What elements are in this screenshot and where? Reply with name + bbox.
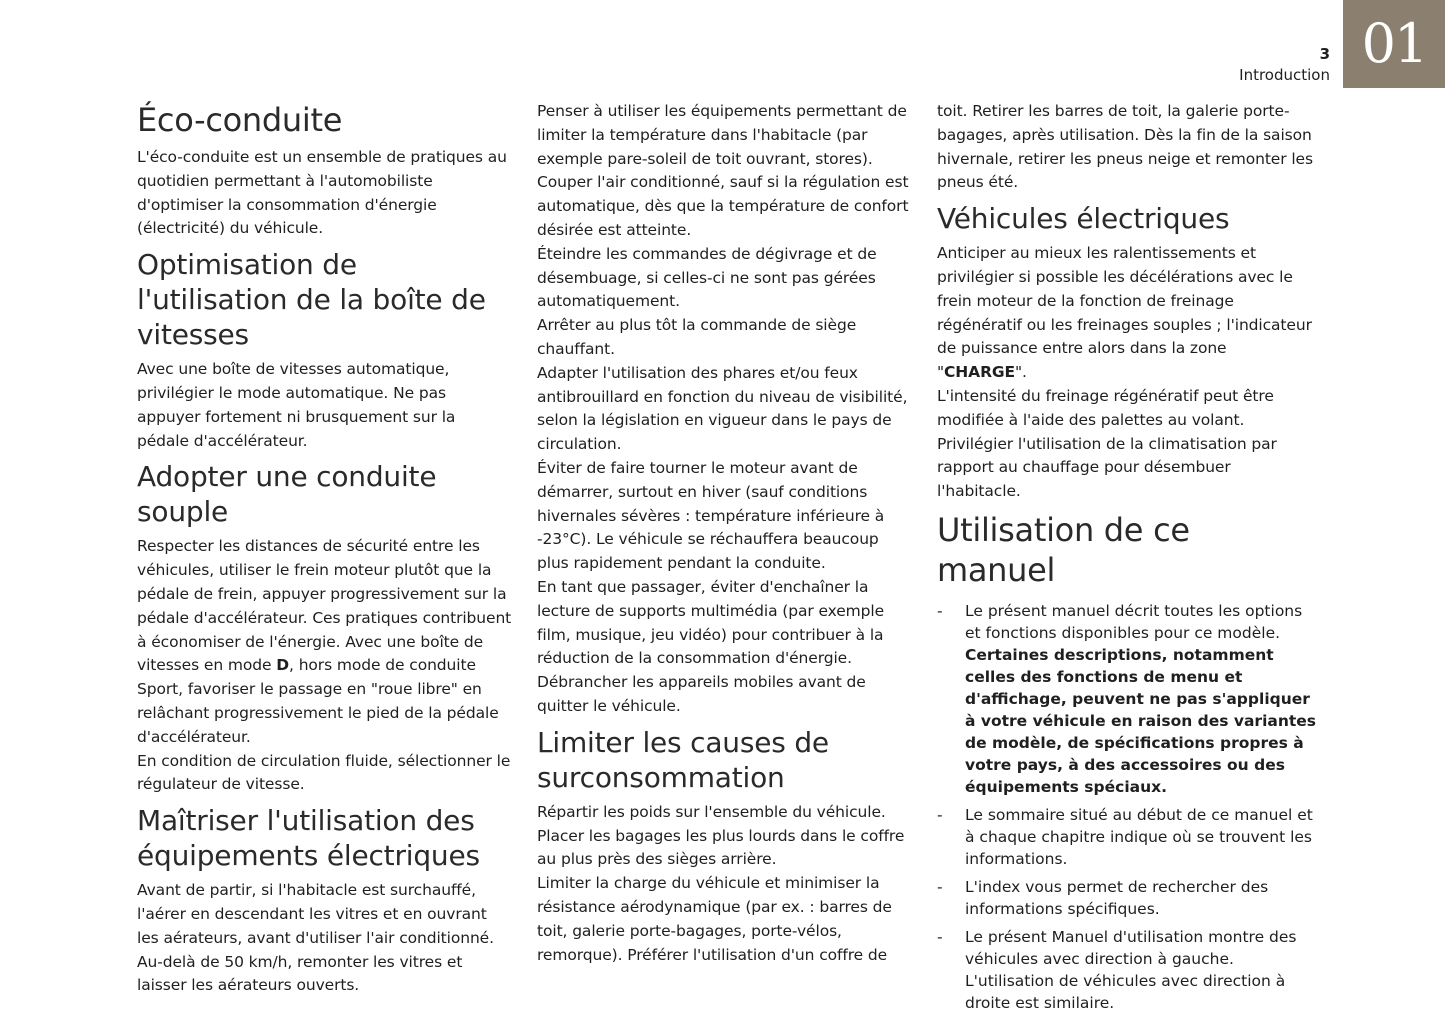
- paragraph: Éteindre les commandes de dégivrage et de désembuage, si celles-ci ne sont pas gérées automatiquement.: [537, 244, 877, 311]
- manual-usage-list: [937, 600, 1317, 1014]
- paragraph: Placer les bagages les plus lourds dans le coffre au plus près des sièges arrière.: [537, 826, 905, 869]
- gearbox-title: Optimisation de l'utilisation de la boîte de vitesses: [137, 248, 486, 352]
- paragraph: L'intensité du freinage régénératif peut être modifiée à l'aide des palettes au volant.: [937, 386, 1274, 429]
- paragraph: Débrancher les appareils mobiles avant de quitter le véhicule.: [537, 673, 866, 715]
- list-item-text: L'index vous permet de rechercher des informations spécifiques.: [965, 877, 1269, 918]
- list-item-text: Le présent manuel décrit toutes les options et fonctions disponibles pour ce modèle.: [965, 601, 1303, 642]
- paragraph: Adapter l'utilisation des phares et/ou feux antibrouillard en fonction du niveau de visibilité, selon la législation en vigueur dans le pays de circulation.: [537, 363, 908, 454]
- paragraph: Privilégier l'utilisation de la climatisation par rapport au chauffage pour désembuer l'habitacle.: [937, 434, 1277, 501]
- list-item-text: Le présent Manuel d'utilisation montre des véhicules avec direction à gauche. L'utilisation de véhicules avec direction à droite est similaire.: [965, 927, 1297, 1012]
- paragraph: Répartir les poids sur l'ensemble du véhicule.: [537, 802, 886, 821]
- column-right: [937, 100, 1317, 1020]
- charge-label: CHARGE: [944, 363, 1016, 382]
- paragraph: toit. Retirer les barres de toit, la galerie porte-bagages, après utilisation. Dès la fin de la saison hivernale, retirer les pneus neige et remonter les pneus été.: [937, 102, 1313, 192]
- paragraph: [937, 242, 1317, 385]
- cruise-control-paragraph: En condition de circulation fluide, sélectionner le régulateur de vitesse.: [137, 751, 511, 794]
- smooth-text-b: , hors mode de conduite Sport, favoriser le passage en "roue libre" en relâchant progressivement le pied de la pédale d'accélérateur.: [137, 656, 499, 746]
- bullet-dash: -: [937, 805, 943, 824]
- list-item: [937, 876, 1317, 920]
- bullet-dash: -: [937, 601, 943, 620]
- list-item-text: Le sommaire situé au début de ce manuel et à chaque chapitre indique où se trouvent les informations.: [965, 805, 1313, 868]
- list-item-bold-text: Certaines descriptions, notamment celles des fonctions de menu et d'affichage, peuvent ne pas s'appliquer à votre véhicule en raison des variantes de modèle, de spécifications propres à votre pays, à des accessoires ou des équipements spéciaux.: [965, 645, 1317, 796]
- list-item: [937, 804, 1317, 870]
- list-item: [937, 926, 1317, 1014]
- section-label: Introduction: [1239, 66, 1330, 84]
- paragraph: Limiter la charge du véhicule et minimiser la résistance aérodynamique (par ex. : barres de toit, galerie porte-bagages, porte-vélos, remorque). Préférer l'utilisation d'un coffre de: [537, 874, 892, 964]
- eco-title: Éco-conduite: [137, 101, 343, 139]
- electric-vehicles-title: Véhicules électriques: [937, 202, 1230, 236]
- ev-text-b: ".: [1015, 363, 1027, 382]
- paragraph: En tant que passager, éviter d'enchaîner la lecture de supports multimédia (par exemple film, musique, jeu vidéo) pour contribuer à la réduction de la consommation d'énergie.: [537, 577, 885, 668]
- paragraph: Couper l'air conditionné, sauf si la régulation est automatique, dès que la température de confort désirée est atteinte.: [537, 173, 909, 239]
- gearbox-paragraph: Avec une boîte de vitesses automatique, privilégier le mode automatique. Ne pas appuyer fortement ni brusquement sur la pédale d'accélérateur.: [137, 360, 456, 450]
- column-left: [137, 100, 512, 998]
- bullet-dash: -: [937, 927, 943, 946]
- list-item: [937, 600, 1317, 798]
- smooth-text-a: Respecter les distances de sécurité entre les véhicules, utiliser le frein moteur plutôt que la pédale de frein, appuyer progressivement sur la pédale d'accélérateur. Ces pratiques contribuent à économiser de l'énergie. Avec une boîte de vitesses en mode: [137, 537, 512, 675]
- manual-usage-title: Utilisation de ce manuel: [937, 510, 1190, 589]
- page-number: 3: [1319, 45, 1330, 63]
- column-middle: [537, 100, 912, 967]
- paragraph: Éviter de faire tourner le moteur avant de démarrer, surtout en hiver (sauf conditions hivernales sévères : température inférieure à -23°C). Le véhicule se réchauffera beaucoup plus rapidement pendant la conduite.: [537, 458, 885, 573]
- chapter-tab: 01: [1343, 0, 1445, 88]
- bullet-dash: -: [937, 877, 943, 896]
- smooth-driving-paragraph: [137, 535, 512, 749]
- electrical-equipment-paragraph: Avant de partir, si l'habitacle est surchauffé, l'aérer en descendant les vitres et en ouvrant les aérateurs, avant d'utiliser l'air conditionné. Au-delà de 50 km/h, remonter les vitres et laisser les aérateurs ouverts.: [137, 881, 494, 995]
- mode-d-label: D: [276, 656, 290, 675]
- eco-paragraph: L'éco-conduite est un ensemble de pratiques au quotidien permettant à l'automobiliste d'optimiser la consommation d'énergie (électricité) du véhicule.: [137, 148, 507, 238]
- paragraph: Arrêter au plus tôt la commande de siège chauffant.: [537, 316, 857, 358]
- electrical-equipment-title: Maîtriser l'utilisation des équipements électriques: [137, 804, 480, 873]
- smooth-driving-title: Adopter une conduite souple: [137, 460, 437, 529]
- ev-text-a: Anticiper au mieux les ralentissements et privilégier si possible les décélérations avec le frein moteur de la fonction de freinage régénératif ou les freinages souples ; l'indicateur de puissance entre alors dans la zone ": [937, 244, 1312, 382]
- overconsumption-title: Limiter les causes de surconsommation: [537, 725, 829, 794]
- paragraph: Penser à utiliser les équipements permettant de limiter la température dans l'habitacle (par exemple pare-soleil de toit ouvrant, stores).: [537, 102, 907, 168]
